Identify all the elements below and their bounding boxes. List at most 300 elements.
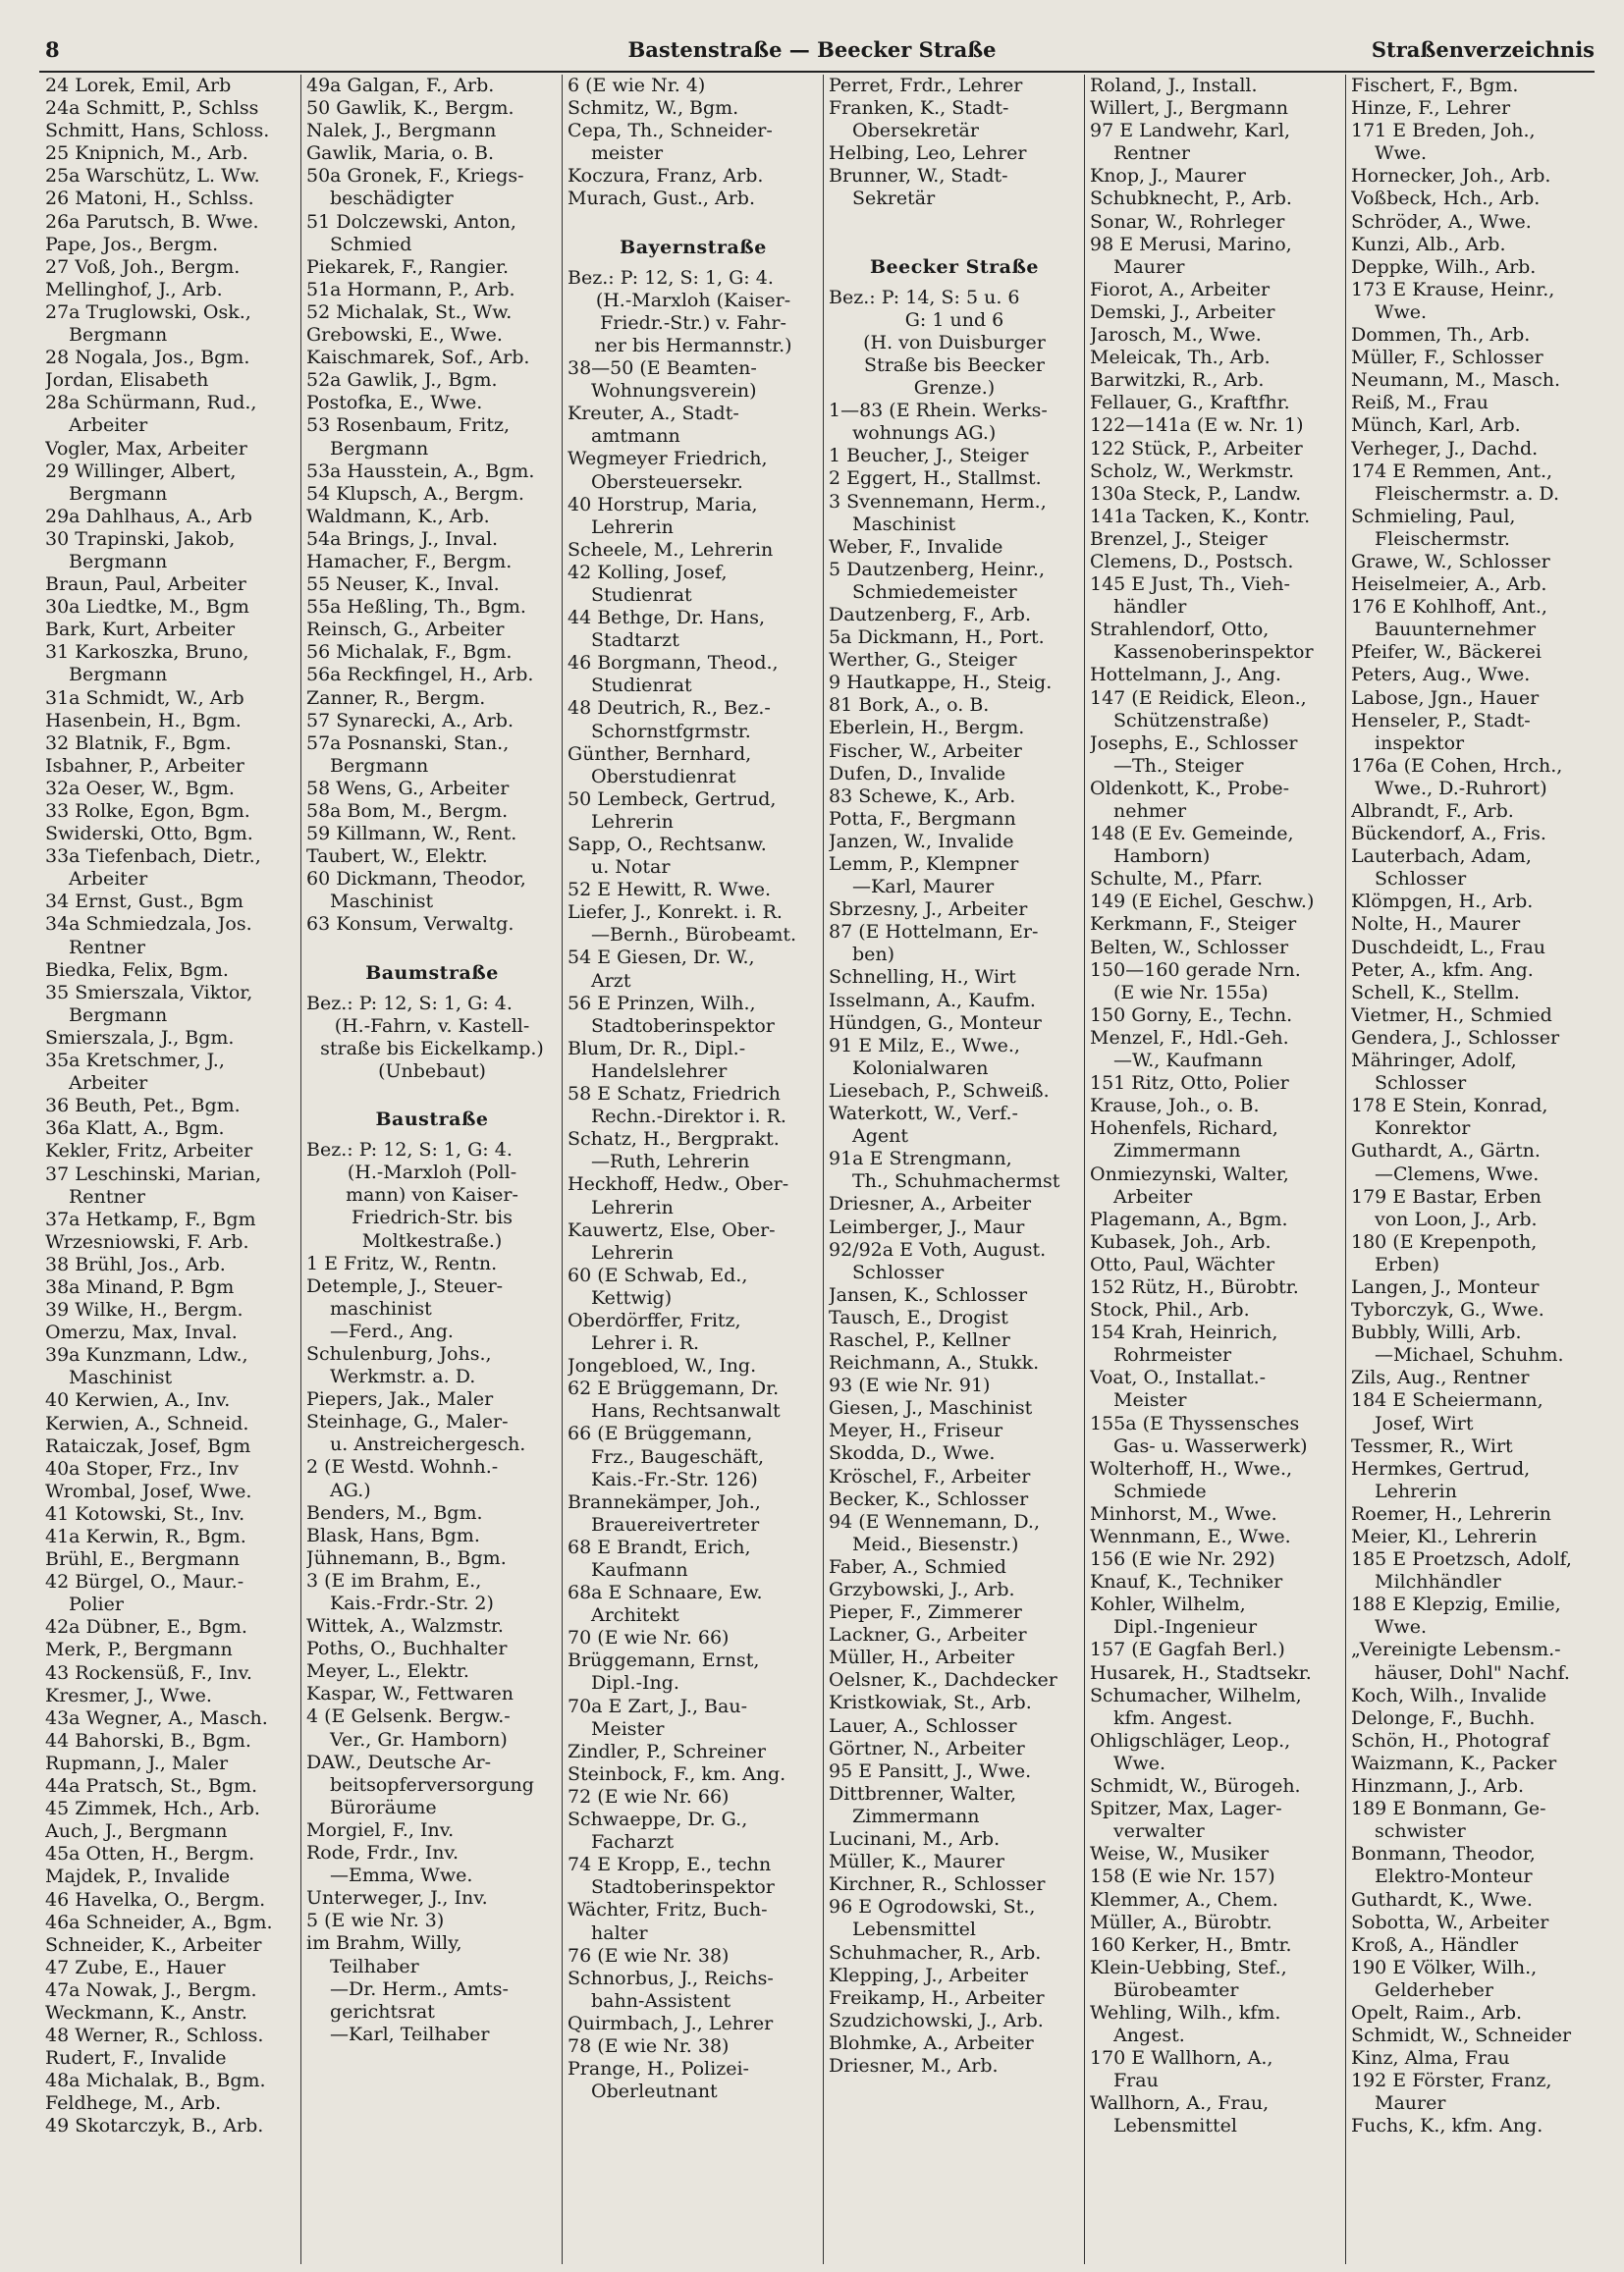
entry-continuation: —Bernh., Bürobeamt. bbox=[591, 924, 797, 947]
entry-continuation: ben) bbox=[852, 944, 895, 966]
directory-entry: Bonmann, Theodor, bbox=[1351, 1843, 1536, 1866]
entry-continuation: Werkmstr. a. D. bbox=[330, 1366, 476, 1388]
street-heading: Bayernstraße bbox=[620, 236, 767, 258]
entry-continuation: Schmiedemeister bbox=[852, 580, 1017, 603]
directory-entry: Vogler, Max, Arbeiter bbox=[45, 437, 247, 460]
directory-entry: Lauer, A., Schlosser bbox=[829, 1714, 1017, 1737]
entry-continuation: Stadtarzt bbox=[591, 629, 679, 652]
directory-entry: 68a E Schnaare, Ew. bbox=[568, 1582, 763, 1604]
entry-continuation: Schlosser bbox=[852, 1261, 945, 1283]
directory-entry: 78 (E wie Nr. 38) bbox=[568, 2034, 730, 2057]
directory-entry: Tessmer, R., Wirt bbox=[1351, 1434, 1513, 1457]
directory-entry: Wallhorn, A., Frau, bbox=[1090, 2092, 1270, 2115]
entry-continuation: Wwe. bbox=[1375, 142, 1428, 165]
columns-container bbox=[41, 75, 1602, 2264]
directory-entry: Wennmann, E., Wwe. bbox=[1090, 1526, 1291, 1547]
directory-entry: 53a Hausstein, A., Bgm. bbox=[306, 460, 535, 482]
street-description: (H. von Duisburger bbox=[863, 331, 1046, 353]
directory-entry: 54a Brings, J., Inval. bbox=[306, 527, 499, 550]
entry-continuation: gerichtsrat bbox=[330, 2000, 435, 2023]
directory-entry: 6 (E wie Nr. 4) bbox=[568, 75, 706, 96]
entry-continuation: inspektor bbox=[1375, 731, 1465, 754]
directory-entry: Klömpgen, H., Arb. bbox=[1351, 891, 1534, 913]
directory-entry: Zindler, P., Schreiner bbox=[568, 1740, 766, 1762]
directory-entry: Raschel, P., Kellner bbox=[829, 1328, 1010, 1351]
directory-entry: Helbing, Leo, Lehrer bbox=[829, 142, 1027, 165]
directory-entry: Kubasek, Joh., Arb. bbox=[1090, 1230, 1272, 1253]
street-description: Friedrich-Str. bis bbox=[352, 1207, 513, 1229]
directory-entry: Sapp, O., Rechtsanw. bbox=[568, 834, 767, 855]
directory-entry: 98 E Merusi, Marino, bbox=[1090, 233, 1292, 255]
directory-entry: 40 Horstrup, Maria, bbox=[568, 493, 758, 515]
directory-entry: 156 (E wie Nr. 292) bbox=[1090, 1548, 1275, 1571]
entry-continuation: Rentner bbox=[69, 936, 145, 958]
directory-entry: Weber, F., Invalide bbox=[829, 535, 1003, 558]
directory-entry: Münch, Karl, Arb. bbox=[1351, 414, 1521, 437]
directory-entry: 63 Konsum, Verwaltg. bbox=[306, 913, 514, 936]
entry-continuation: Polier bbox=[69, 1594, 124, 1616]
directory-entry: Wolterhoff, H., Wwe., bbox=[1090, 1457, 1293, 1480]
directory-entry: Jarosch, M., Wwe. bbox=[1090, 324, 1262, 347]
directory-entry: Pieper, F., Zimmerer bbox=[829, 1601, 1022, 1624]
entry-continuation: AG.) bbox=[330, 1479, 371, 1501]
directory-entry: 30 Trapinski, Jakob, bbox=[45, 527, 236, 550]
entry-continuation: Arzt bbox=[591, 969, 631, 992]
entry-continuation: Schlosser bbox=[1375, 868, 1467, 891]
directory-entry: 27 Voß, Joh., Bergm. bbox=[45, 255, 241, 278]
street-description: (Unbebaut) bbox=[378, 1059, 486, 1082]
directory-entry: Nolte, H., Maurer bbox=[1351, 913, 1521, 936]
directory-entry: 42 Bürgel, O., Maur.- bbox=[45, 1571, 244, 1594]
directory-entry: Meyer, L., Elektr. bbox=[306, 1660, 469, 1683]
directory-entry: 62 E Brüggemann, Dr. bbox=[568, 1378, 780, 1400]
directory-entry: Vietmer, H., Schmied bbox=[1351, 1003, 1552, 1026]
directory-entry: 34a Schmiedzala, Jos. bbox=[45, 913, 252, 936]
entry-continuation: Kais.-Fr.-Str. 126) bbox=[591, 1468, 758, 1490]
directory-entry: Kaischmarek, Sof., Arb. bbox=[306, 347, 530, 369]
directory-entry: Schulenburg, Johs., bbox=[306, 1342, 492, 1365]
entry-continuation: Bergmann bbox=[69, 1003, 168, 1026]
directory-entry: 45 Zimmek, Hch., Arb. bbox=[45, 1798, 260, 1820]
page-title: Bastenstraße — Beecker Straße bbox=[627, 37, 997, 62]
directory-entry: Reiß, M., Frau bbox=[1351, 392, 1489, 414]
directory-entry: 47 Zube, E., Hauer bbox=[45, 1956, 226, 1978]
directory-entry: Wrzesniowski, F. Arb. bbox=[45, 1230, 249, 1253]
directory-entry: „Vereinigte Lebensm.- bbox=[1351, 1639, 1561, 1661]
directory-entry: Quirmbach, J., Lehrer bbox=[568, 2012, 774, 2034]
directory-entry: 91 E Milz, E., Wwe., bbox=[829, 1034, 1020, 1056]
directory-entry: 51 Dolczewski, Anton, bbox=[306, 210, 516, 233]
directory-entry: 160 Kerker, H., Bmtr. bbox=[1090, 1933, 1292, 1956]
column-divider bbox=[300, 75, 301, 2264]
entry-continuation: Kaufmann bbox=[591, 1559, 688, 1581]
entry-continuation: Lehrerin bbox=[591, 1241, 674, 1264]
directory-entry: Clemens, D., Postsch. bbox=[1090, 550, 1294, 572]
directory-entry: 30a Liedtke, M., Bgm bbox=[45, 596, 249, 619]
directory-entry: Fellauer, G., Kraftfhr. bbox=[1090, 392, 1290, 414]
directory-entry: Kirchner, R., Schlosser bbox=[829, 1873, 1046, 1896]
entry-continuation: —Ferd., Ang. bbox=[330, 1320, 454, 1342]
directory-entry: Jansen, K., Schlosser bbox=[829, 1283, 1028, 1306]
directory-entry: Brenzel, J., Steiger bbox=[1090, 527, 1268, 550]
directory-entry: Gendera, J., Schlosser bbox=[1351, 1026, 1560, 1049]
directory-entry: 87 (E Hottelmann, Er- bbox=[829, 921, 1039, 944]
directory-entry: 5 Dautzenberg, Heinr., bbox=[829, 558, 1045, 580]
directory-entry: 190 E Völker, Wilh., bbox=[1351, 1956, 1538, 1978]
directory-entry: Potta, F., Bergmann bbox=[829, 807, 1016, 830]
street-description: (H.-Fahrn, v. Kastell- bbox=[334, 1014, 530, 1037]
street-description: Grenze.) bbox=[913, 377, 996, 400]
directory-entry: 141a Tacken, K., Kontr. bbox=[1090, 505, 1311, 527]
directory-entry: 32 Blatnik, F., Bgm. bbox=[45, 731, 232, 754]
directory-entry: 24a Schmitt, P., Schlss bbox=[45, 97, 259, 120]
directory-entry: Guthardt, A., Gärtn. bbox=[1351, 1140, 1541, 1163]
entry-continuation: Elektro-Monteur bbox=[1375, 1866, 1533, 1888]
directory-entry: Fuchs, K., kfm. Ang. bbox=[1351, 2115, 1543, 2137]
entry-continuation: Rechn.-Direktor i. R. bbox=[591, 1106, 786, 1128]
street-description: G: 1 und 6 bbox=[904, 308, 1004, 331]
street-heading: Baumstraße bbox=[365, 961, 499, 984]
column-divider bbox=[562, 75, 563, 2264]
directory-entry: Sbrzesny, J., Arbeiter bbox=[829, 898, 1028, 921]
entry-continuation: Josef, Wirt bbox=[1375, 1412, 1474, 1434]
directory-entry: 122—141a (E w. Nr. 1) bbox=[1090, 414, 1304, 437]
directory-entry: 54 E Giesen, Dr. W., bbox=[568, 947, 755, 969]
entry-continuation: Erben) bbox=[1375, 1253, 1440, 1275]
directory-entry: 51a Hormann, P., Arb. bbox=[306, 278, 515, 300]
directory-entry: 41 Kotowski, St., Inv. bbox=[45, 1502, 245, 1525]
directory-entry: Steinbock, F., km. Ang. bbox=[568, 1762, 786, 1785]
entry-continuation: beschädigter bbox=[330, 188, 454, 210]
directory-entry: Labose, Jgn., Hauer bbox=[1351, 686, 1540, 709]
directory-entry: Husarek, H., Stadtsekr. bbox=[1090, 1661, 1312, 1684]
directory-entry: Benders, M., Bgm. bbox=[306, 1501, 483, 1524]
directory-entry: 46 Borgmann, Theod., bbox=[568, 652, 779, 675]
directory-entry: Unterweger, J., Inv. bbox=[306, 1887, 488, 1910]
entry-continuation: Hamborn) bbox=[1113, 845, 1211, 868]
directory-entry: Meyer, H., Friseur bbox=[829, 1420, 1003, 1442]
entry-continuation: kfm. Angest. bbox=[1113, 1706, 1233, 1729]
directory-entry: Omerzu, Max, Inval. bbox=[45, 1322, 238, 1344]
directory-entry: Becker, K., Schlosser bbox=[829, 1488, 1029, 1510]
directory-entry: Josephs, E., Schlosser bbox=[1090, 731, 1298, 754]
directory-entry: Franken, K., Stadt- bbox=[829, 97, 1009, 120]
entry-continuation: Dipl.-Ing. bbox=[591, 1672, 679, 1695]
directory-entry: 27a Truglowski, Osk., bbox=[45, 300, 251, 323]
directory-entry: Peter, A., kfm. Ang. bbox=[1351, 958, 1534, 981]
directory-entry: 50a Gronek, F., Kriegs- bbox=[306, 165, 524, 188]
entry-continuation: Obersekretär bbox=[852, 120, 979, 142]
entry-continuation: maschinist bbox=[330, 1297, 432, 1320]
directory-entry: 66 (E Brüggemann, bbox=[568, 1423, 753, 1445]
directory-entry: Bez.: P: 12, S: 1, G: 4. bbox=[568, 266, 774, 289]
entry-continuation: Hans, Rechtsanwalt bbox=[591, 1400, 781, 1423]
entry-continuation: Wwe. bbox=[1375, 1616, 1428, 1639]
directory-entry: Jongebloed, W., Ing. bbox=[568, 1355, 757, 1378]
directory-entry: 52 E Hewitt, R. Wwe. bbox=[568, 879, 772, 901]
directory-entry: 58 Wens, G., Arbeiter bbox=[306, 777, 510, 799]
directory-entry: Ohligschläger, Leop., bbox=[1090, 1729, 1291, 1752]
directory-entry: Kerwien, A., Schneid. bbox=[45, 1412, 249, 1434]
directory-entry: Neumann, M., Masch. bbox=[1351, 369, 1561, 392]
directory-entry: Delonge, F., Buchh. bbox=[1351, 1706, 1536, 1729]
directory-entry: 58 E Schatz, Friedrich bbox=[568, 1083, 781, 1106]
directory-entry: Langen, J., Monteur bbox=[1351, 1275, 1540, 1298]
entry-continuation: u. Notar bbox=[591, 856, 671, 879]
directory-entry: 24 Lorek, Emil, Arb bbox=[45, 75, 232, 96]
directory-entry: 176 E Kohlhoff, Ant., bbox=[1351, 596, 1547, 619]
entry-continuation: —Karl, Maurer bbox=[852, 876, 995, 898]
directory-entry: 26a Parutsch, B. Wwe. bbox=[45, 210, 259, 233]
column-divider bbox=[1084, 75, 1085, 2264]
directory-entry: 68 E Brandt, Erich, bbox=[568, 1536, 751, 1558]
directory-entry: 44a Pratsch, St., Bgm. bbox=[45, 1775, 258, 1798]
directory-entry: Poths, O., Buchhalter bbox=[306, 1638, 508, 1660]
directory-entry: 55 Neuser, K., Inval. bbox=[306, 573, 500, 596]
entry-continuation: Kettwig) bbox=[591, 1286, 673, 1309]
directory-entry: Klepping, J., Arbeiter bbox=[829, 1964, 1028, 1986]
directory-entry: 38 Brühl, Jos., Arb. bbox=[45, 1253, 226, 1275]
entry-continuation: Schmied bbox=[330, 233, 412, 255]
directory-entry: Lackner, G., Arbeiter bbox=[829, 1624, 1027, 1647]
entry-continuation: Lehrer i. R. bbox=[591, 1332, 700, 1355]
directory-entry: Blask, Hans, Bgm. bbox=[306, 1524, 480, 1546]
directory-entry: 1—83 (E Rhein. Werks- bbox=[829, 400, 1048, 422]
column-divider bbox=[823, 75, 824, 2264]
directory-entry: 2 (E Westd. Wohnh.- bbox=[306, 1456, 499, 1479]
directory-entry: Tausch, E., Drogist bbox=[829, 1306, 1008, 1328]
directory-entry: 48 Deutrich, R., Bez.- bbox=[568, 697, 771, 720]
entry-continuation: Maurer bbox=[1113, 255, 1185, 278]
directory-entry: Otto, Paul, Wächter bbox=[1090, 1253, 1275, 1275]
entry-continuation: Frau bbox=[1113, 2070, 1159, 2092]
directory-entry: Fiorot, A., Arbeiter bbox=[1090, 278, 1271, 300]
directory-entry: 189 E Bonmann, Ge- bbox=[1351, 1798, 1546, 1820]
directory-entry: Kroß, A., Händler bbox=[1351, 1933, 1519, 1956]
directory-entry: Schatz, H., Bergprakt. bbox=[568, 1128, 780, 1151]
entry-continuation: Dipl.-Ingenieur bbox=[1113, 1616, 1258, 1639]
directory-entry: 97 E Landwehr, Karl, bbox=[1090, 120, 1291, 142]
directory-entry: Fischer, W., Arbeiter bbox=[829, 739, 1022, 762]
directory-entry: Eberlein, H., Bergm. bbox=[829, 717, 1025, 739]
directory-entry: 31a Schmidt, W., Arb bbox=[45, 686, 244, 709]
street-description: Friedr.-Str.) v. Fahr- bbox=[600, 311, 786, 334]
directory-entry: 174 E Remmen, Ant., bbox=[1351, 460, 1553, 482]
directory-entry: Murach, Gust., Arb. bbox=[568, 188, 755, 210]
entry-continuation: Kolonialwaren bbox=[852, 1056, 989, 1079]
directory-entry: 3 (E im Brahm, E., bbox=[306, 1569, 482, 1592]
directory-entry: 43a Wegner, A., Masch. bbox=[45, 1706, 268, 1729]
directory-entry: 145 E Just, Th., Vieh- bbox=[1090, 573, 1290, 596]
directory-entry: Meier, Kl., Lehrerin bbox=[1351, 1526, 1538, 1547]
entry-continuation: Büroräume bbox=[330, 1796, 437, 1818]
directory-entry: Wächter, Fritz, Buch- bbox=[568, 1899, 768, 1921]
entry-continuation: Th., Schuhmachermst bbox=[852, 1170, 1060, 1193]
directory-entry: Weckmann, K., Anstr. bbox=[45, 2001, 247, 2024]
entry-continuation: Bergmann bbox=[330, 437, 429, 460]
directory-entry: Strahlendorf, Otto, bbox=[1090, 619, 1270, 641]
directory-entry: 28a Schürmann, Rud., bbox=[45, 392, 257, 414]
directory-entry: Prange, H., Polizei- bbox=[568, 2058, 749, 2081]
directory-entry: 158 (E wie Nr. 157) bbox=[1090, 1866, 1275, 1888]
directory-entry: Heckhoff, Hedw., Ober- bbox=[568, 1173, 789, 1196]
directory-entry: 96 E Ogrodowski, St., bbox=[829, 1896, 1036, 1919]
entry-continuation: Stadtoberinspektor bbox=[591, 1014, 775, 1037]
directory-entry: Verheger, J., Dachd. bbox=[1351, 437, 1539, 460]
directory-entry: 33a Tiefenbach, Dietr., bbox=[45, 845, 261, 868]
directory-entry: Hermkes, Gertrud, bbox=[1351, 1457, 1531, 1480]
directory-entry: Schmidt, W., Schneider bbox=[1351, 2025, 1572, 2047]
directory-entry: 50 Gawlik, K., Bergm. bbox=[306, 97, 514, 120]
entry-continuation: Meid., Biesenstr.) bbox=[852, 1533, 1019, 1555]
directory-entry: Faber, A., Schmied bbox=[829, 1555, 1006, 1578]
directory-entry: Lucinani, M., Arb. bbox=[829, 1828, 1001, 1851]
directory-entry: Postofka, E., Wwe. bbox=[306, 392, 483, 414]
directory-entry: 150 Gorny, E., Techn. bbox=[1090, 1003, 1293, 1026]
directory-entry: Driesner, M., Arb. bbox=[829, 2054, 999, 2077]
directory-entry: 60 (E Schwab, Ed., bbox=[568, 1264, 748, 1286]
directory-entry: 2 Eggert, H., Stallmst. bbox=[829, 467, 1042, 490]
directory-entry: 148 (E Ev. Gemeinde, bbox=[1090, 823, 1294, 845]
entry-continuation: Maschinist bbox=[852, 513, 956, 535]
entry-continuation: Lebensmittel bbox=[1113, 2115, 1237, 2137]
directory-entry: 188 E Klepzig, Emilie, bbox=[1351, 1594, 1561, 1616]
directory-entry: Pfeifer, W., Bäckerei bbox=[1351, 641, 1542, 664]
directory-entry: Schmitt, Hans, Schloss. bbox=[45, 120, 270, 142]
directory-entry: Klemmer, A., Chem. bbox=[1090, 1888, 1278, 1911]
directory-entry: 56 Michalak, F., Bgm. bbox=[306, 641, 513, 664]
directory-entry: Isbahner, P., Arbeiter bbox=[45, 754, 244, 777]
directory-entry: Scheele, M., Lehrerin bbox=[568, 538, 774, 561]
directory-entry: 147 (E Reidick, Eleon., bbox=[1090, 686, 1307, 709]
entry-continuation: Brauereivertreter bbox=[591, 1513, 760, 1536]
directory-entry: Zanner, R., Bergm. bbox=[306, 686, 486, 709]
street-heading: Baustraße bbox=[375, 1109, 489, 1131]
directory-entry: Schwaeppe, Dr. G., bbox=[568, 1809, 748, 1831]
directory-entry: 43 Rockensüß, F., Inv. bbox=[45, 1661, 252, 1684]
entry-continuation: verwalter bbox=[1113, 1820, 1205, 1843]
entry-continuation: Fleischermstr. bbox=[1375, 527, 1510, 550]
directory-entry: Grawe, W., Schlosser bbox=[1351, 550, 1550, 572]
entry-continuation: Maschinist bbox=[69, 1367, 173, 1389]
directory-entry: Rudert, F., Invalide bbox=[45, 2047, 227, 2070]
directory-entry: 92/92a E Voth, August. bbox=[829, 1238, 1047, 1261]
directory-entry: Lauterbach, Adam, bbox=[1351, 845, 1532, 868]
column-divider bbox=[1345, 75, 1346, 2264]
directory-entry: 52 Michalak, St., Ww. bbox=[306, 300, 513, 323]
directory-entry: Kunzi, Alb., Arb. bbox=[1351, 233, 1506, 255]
directory-entry: 74 E Kropp, E., techn bbox=[568, 1854, 772, 1876]
directory-entry: Werther, G., Steiger bbox=[829, 649, 1017, 672]
entry-continuation: Agent bbox=[852, 1125, 908, 1148]
entry-continuation: Lebensmittel bbox=[852, 1919, 976, 1941]
directory-entry: Grebowski, E., Wwe. bbox=[306, 324, 503, 347]
street-description: mann) von Kaiser- bbox=[346, 1184, 518, 1207]
entry-continuation: —Th., Steiger bbox=[1113, 754, 1244, 777]
directory-entry: 25a Warschütz, L. Ww. bbox=[45, 165, 260, 188]
entry-continuation: Bürobeamter bbox=[1113, 1978, 1239, 2001]
directory-entry: Piepers, Jak., Maler bbox=[306, 1388, 494, 1411]
directory-entry: Schmitz, W., Bgm. bbox=[568, 97, 739, 120]
column-1 bbox=[41, 75, 300, 2264]
directory-entry: 59 Killmann, W., Rent. bbox=[306, 823, 517, 845]
directory-entry: 72 (E wie Nr. 66) bbox=[568, 1785, 730, 1808]
entry-continuation: (E wie Nr. 155a) bbox=[1113, 981, 1269, 1003]
entry-continuation: —W., Kaufmann bbox=[1113, 1050, 1263, 1072]
directory-entry: Willert, J., Bergmann bbox=[1090, 97, 1288, 120]
entry-continuation: Sekretär bbox=[852, 188, 936, 210]
directory-entry: 25 Knipnich, M., Arb. bbox=[45, 142, 248, 165]
directory-entry: 45a Otten, H., Bergm. bbox=[45, 1843, 255, 1866]
directory-entry: Henseler, P., Stadt- bbox=[1351, 709, 1531, 731]
entry-continuation: Teilhaber bbox=[330, 1955, 419, 1977]
section-title: Straßenverzeichnis bbox=[1371, 37, 1595, 62]
directory-entry: Oldenkott, K., Probe- bbox=[1090, 777, 1290, 799]
directory-entry: Tyborczyk, G., Wwe. bbox=[1351, 1299, 1544, 1322]
directory-entry: 5 (E wie Nr. 3) bbox=[306, 1910, 445, 1932]
directory-entry: 34 Ernst, Gust., Bgm bbox=[45, 891, 244, 913]
entry-continuation: —Karl, Teilhaber bbox=[330, 2023, 490, 2045]
directory-entry: 60 Dickmann, Theodor, bbox=[306, 868, 526, 891]
entry-continuation: Lehrerin bbox=[1375, 1480, 1457, 1502]
directory-entry: Smierszala, J., Bgm. bbox=[45, 1026, 235, 1049]
entry-continuation: schwister bbox=[1375, 1820, 1466, 1843]
directory-entry: Hornecker, Joh., Arb. bbox=[1351, 165, 1551, 188]
directory-entry: Hottelmann, J., Ang. bbox=[1090, 664, 1281, 686]
directory-entry: 35 Smierszala, Viktor, bbox=[45, 981, 253, 1003]
directory-entry: 180 (E Krepenpoth, bbox=[1351, 1230, 1538, 1253]
directory-entry: Schulte, M., Pfarr. bbox=[1090, 868, 1264, 891]
directory-entry: Auch, J., Bergmann bbox=[45, 1820, 228, 1843]
directory-entry: Duschdeidt, L., Frau bbox=[1351, 936, 1546, 958]
directory-entry: Voat, O., Installat.- bbox=[1090, 1367, 1267, 1389]
directory-entry: Pape, Jos., Bergm. bbox=[45, 233, 219, 255]
directory-entry: Müller, K., Maurer bbox=[829, 1851, 1004, 1873]
directory-entry: 5a Dickmann, H., Port. bbox=[829, 626, 1045, 649]
entry-continuation: Oberstudienrat bbox=[591, 765, 736, 787]
directory-entry: Steinhage, G., Maler- bbox=[306, 1411, 509, 1434]
column-3 bbox=[564, 75, 823, 2264]
entry-continuation: Schützenstraße) bbox=[1113, 709, 1270, 731]
directory-entry: 151 Ritz, Otto, Polier bbox=[1090, 1072, 1289, 1095]
entry-continuation: Wohnungsverein) bbox=[591, 380, 757, 403]
street-description: (H.-Marxloh (Kaiser- bbox=[595, 289, 791, 311]
directory-entry: Jordan, Elisabeth bbox=[45, 369, 209, 392]
entry-continuation: bahn-Assistent bbox=[591, 1989, 731, 2012]
directory-entry: 38a Minand, P. Bgm bbox=[45, 1275, 235, 1298]
street-description: straße bis Eickelkamp.) bbox=[320, 1037, 544, 1059]
entry-continuation: Facharzt bbox=[591, 1831, 675, 1854]
directory-entry: Wegmeyer Friedrich, bbox=[568, 448, 768, 470]
directory-entry: Opelt, Raim., Arb. bbox=[1351, 2001, 1523, 2024]
directory-entry: Kerkmann, F., Steiger bbox=[1090, 913, 1297, 936]
entry-continuation: Wwe. bbox=[1113, 1752, 1166, 1774]
directory-entry: 93 (E wie Nr. 91) bbox=[829, 1375, 991, 1397]
directory-entry: Brüggemann, Ernst, bbox=[568, 1650, 760, 1672]
entry-continuation: von Loon, J., Arb. bbox=[1375, 1208, 1538, 1230]
entry-continuation: Arbeiter bbox=[69, 868, 148, 891]
directory-entry: Driesner, A., Arbeiter bbox=[829, 1193, 1032, 1216]
directory-entry: Kresmer, J., Wwe. bbox=[45, 1684, 212, 1706]
entry-continuation: Wwe., D.-Ruhrort) bbox=[1375, 777, 1547, 799]
entry-continuation: Meister bbox=[1113, 1389, 1187, 1412]
directory-entry: Rataiczak, Josef, Bgm bbox=[45, 1434, 251, 1457]
entry-continuation: Bergmann bbox=[330, 754, 429, 777]
directory-entry: Skodda, D., Wwe. bbox=[829, 1442, 996, 1465]
entry-continuation: Rentner bbox=[69, 1185, 145, 1208]
entry-continuation: Studienrat bbox=[591, 583, 692, 606]
directory-entry: 95 E Pansitt, J., Wwe. bbox=[829, 1759, 1032, 1782]
